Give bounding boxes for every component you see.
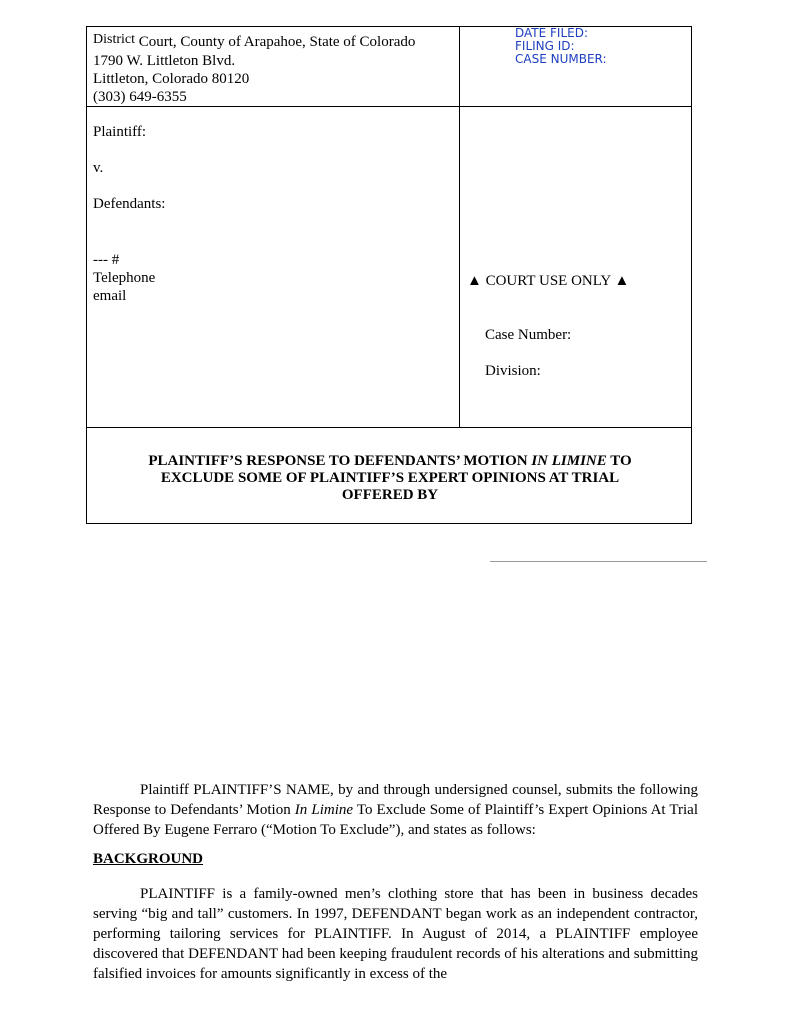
caption-bottom-divider bbox=[87, 427, 691, 428]
intro-paragraph bbox=[93, 780, 698, 840]
court-use-only: ▲ COURT USE ONLY ▲ bbox=[467, 273, 630, 289]
court-city: Littleton, Colorado 80120 bbox=[93, 71, 250, 87]
email-label: email bbox=[93, 288, 127, 304]
versus-label: v. bbox=[93, 160, 104, 176]
background-text: PLAINTIFF is a family-owned men’s clothing store that has been in business decades serving “big and tall” customers. In 1997, DEFENDANT began work as an independent contractor, performing tailoring services for PLAINTIFF. In August of 2014, a PLAINTIFF employee discovered that DEFENDANT had been keeping fraudulent records of his alterations and submitting falsified invoices for amounts significantly in excess of the bbox=[93, 886, 698, 982]
document-title bbox=[127, 453, 653, 504]
court-name: Court, County of Arapahoe, State of Colorado bbox=[138, 34, 416, 50]
title-part1: PLAINTIFF’S RESPONSE TO DEFENDANTS’ MOTION bbox=[148, 453, 532, 469]
title-italic: IN LIMINE bbox=[531, 453, 607, 469]
division-label: Division: bbox=[485, 363, 541, 379]
caption-top-divider bbox=[87, 106, 691, 107]
caption-vertical-divider bbox=[459, 27, 460, 427]
title-part2: TO EXCLUDE SOME OF PLAINTIFF’S EXPERT OPINIONS AT TRIAL OFFERED BY bbox=[160, 453, 632, 503]
caption-table bbox=[86, 26, 692, 524]
intro-italic: In Limine bbox=[294, 802, 354, 818]
signature-line bbox=[490, 561, 707, 562]
court-word: District bbox=[93, 33, 135, 47]
background-paragraph bbox=[93, 884, 698, 984]
parties-block bbox=[93, 123, 453, 305]
filing-id-label: FILING ID: bbox=[515, 39, 575, 53]
attorney-number: --- # bbox=[93, 252, 120, 268]
court-phone: (303) 649-6355 bbox=[93, 89, 187, 105]
background-heading: BACKGROUND bbox=[93, 851, 204, 867]
filing-info bbox=[515, 27, 607, 66]
date-filed-label: DATE FILED: bbox=[515, 26, 589, 40]
court-info bbox=[93, 33, 455, 105]
plaintiff-label: Plaintiff: bbox=[93, 124, 147, 140]
intro-text-b: To Exclude Some of Plaintiff’s Expert Opinions At Trial Offered By Eugene Ferraro (“Motion To Exclude”), and states as follows: bbox=[93, 802, 699, 838]
case-number-label: Case Number: bbox=[485, 327, 572, 343]
court-address: 1790 W. Littleton Blvd. bbox=[93, 53, 236, 69]
case-number-field-label: CASE NUMBER: bbox=[515, 52, 607, 66]
telephone-label: Telephone bbox=[93, 270, 156, 286]
defendants-label: Defendants: bbox=[93, 196, 166, 212]
intro-text-a: Plaintiff PLAINTIFF’S NAME, by and through undersigned counsel, submits the following Response to Defendants’ Motion bbox=[93, 782, 698, 818]
